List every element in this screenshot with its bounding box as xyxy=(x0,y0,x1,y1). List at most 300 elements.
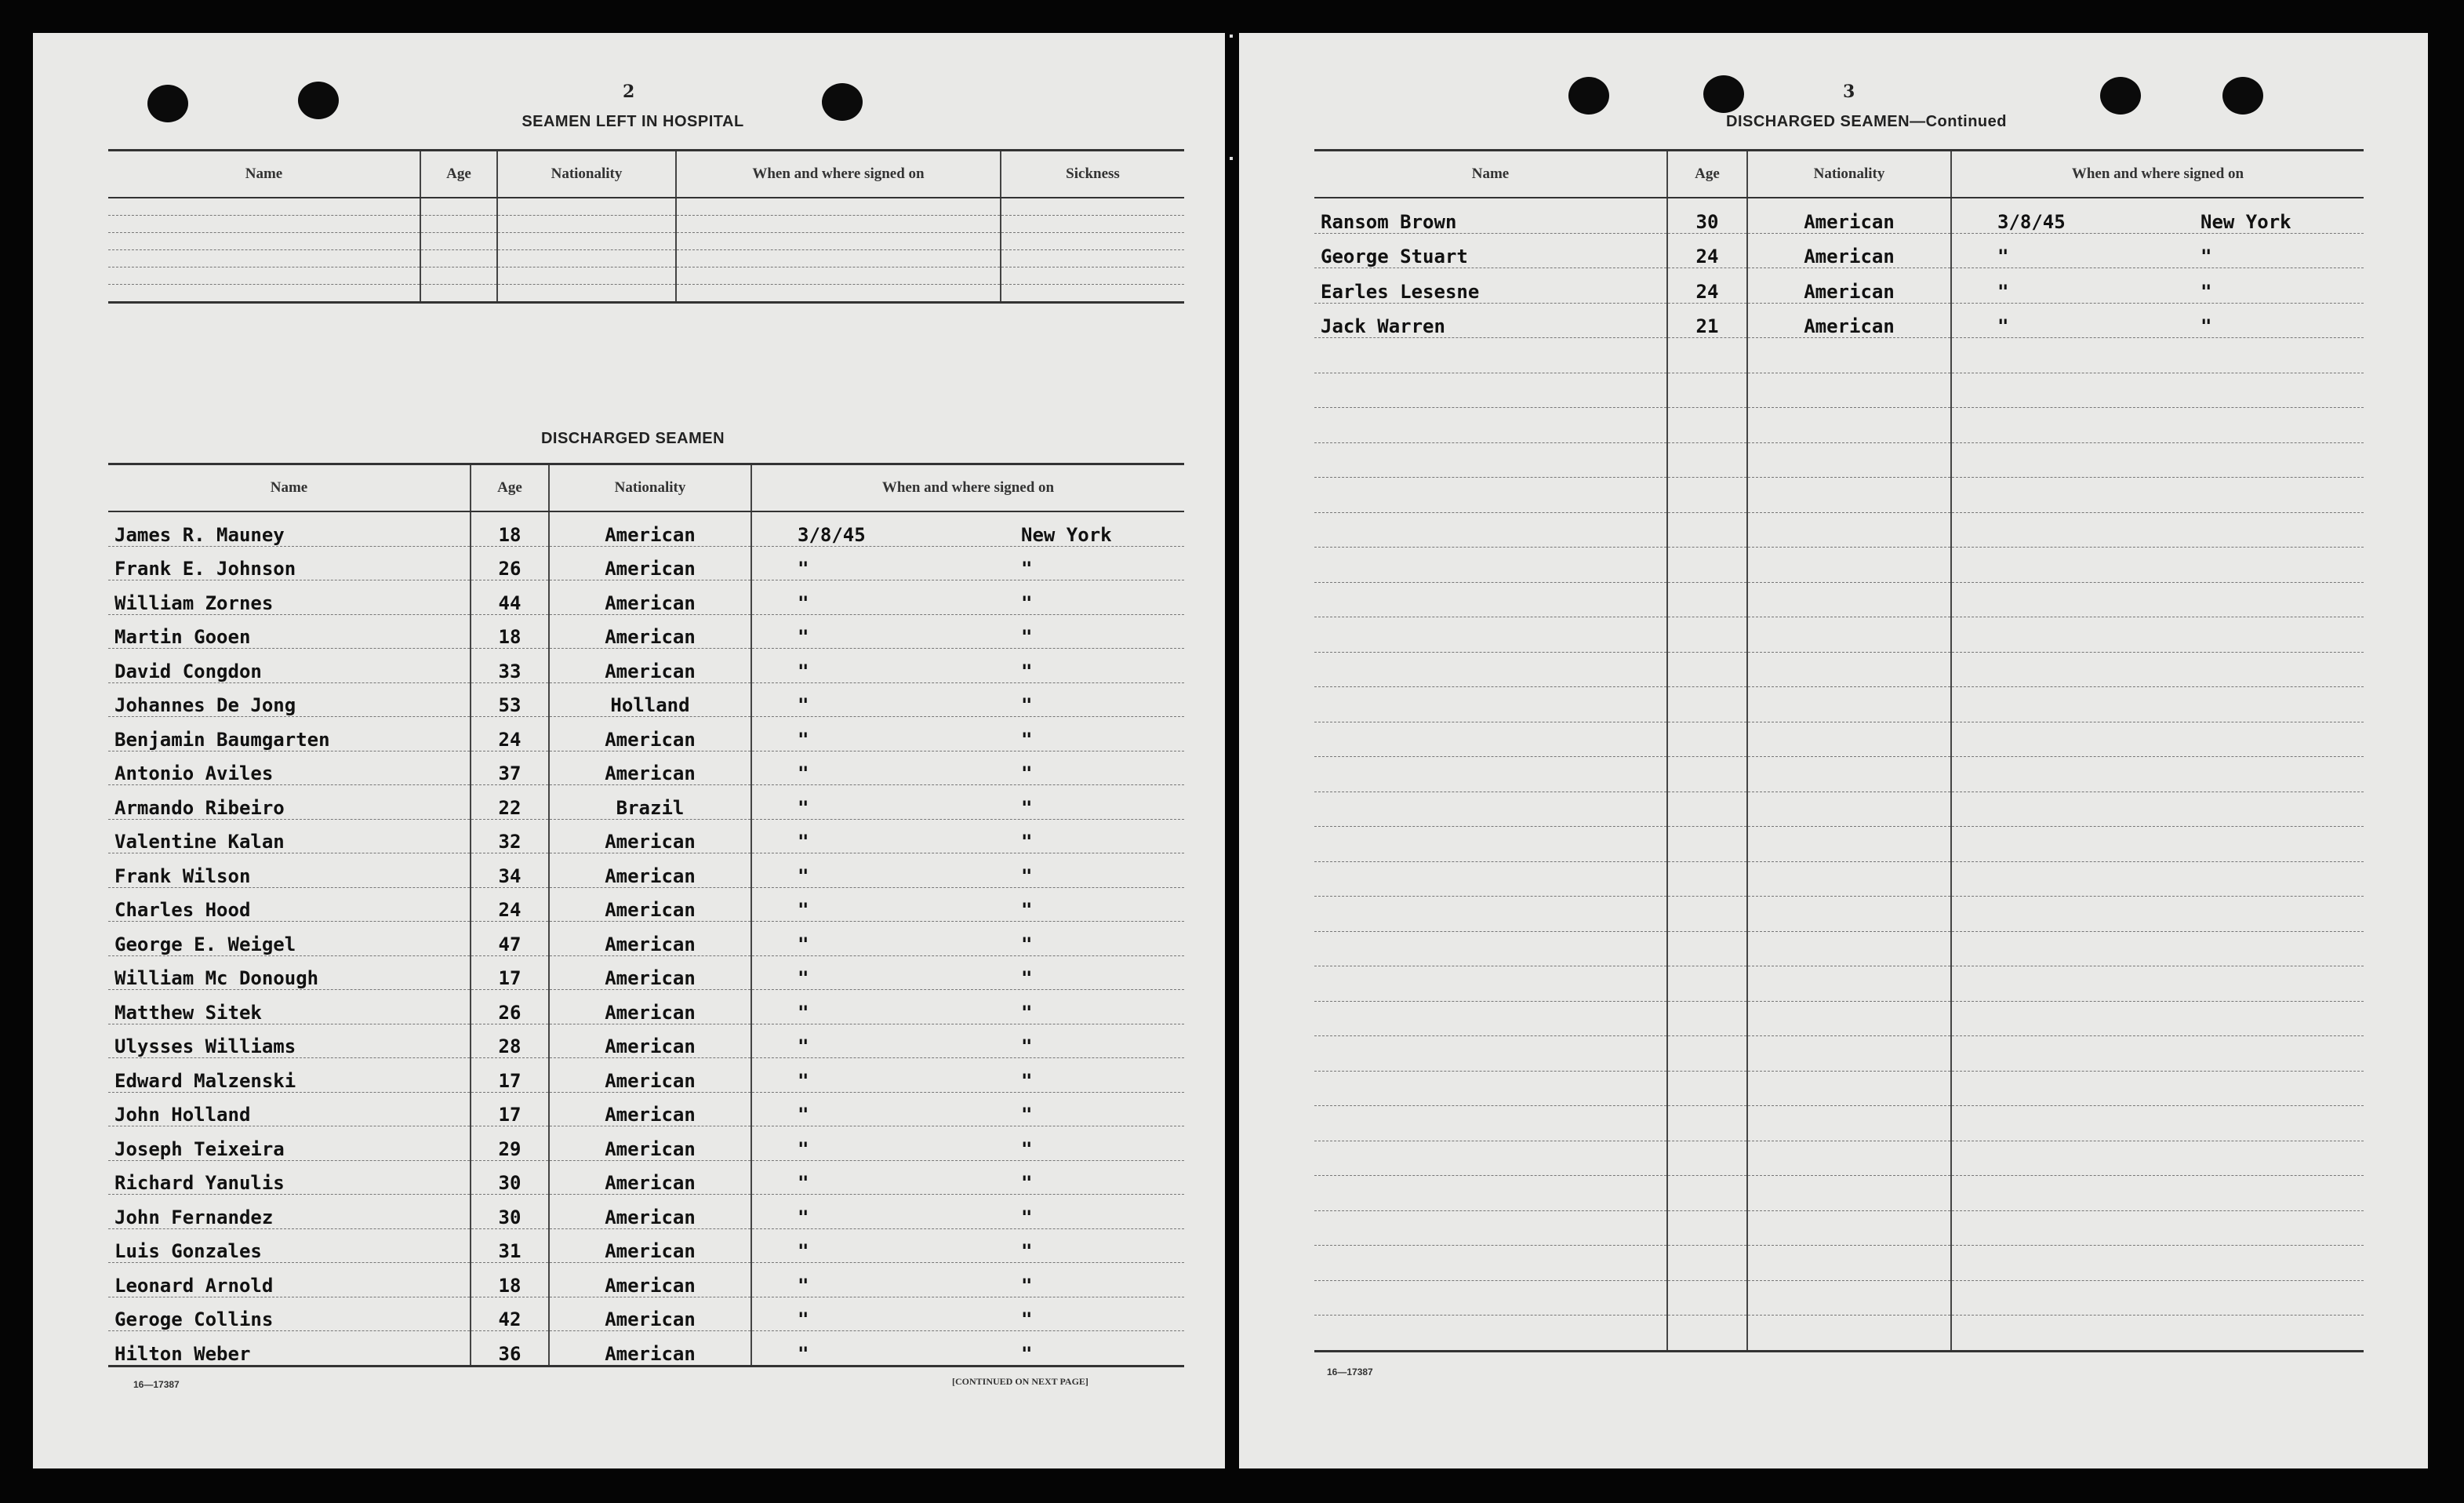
hospital-section-title: SEAMEN LEFT IN HOSPITAL xyxy=(522,113,744,130)
table-row xyxy=(1314,512,2364,548)
empty-cell xyxy=(1951,617,2364,653)
empty-cell xyxy=(1747,582,1951,617)
empty-cell xyxy=(676,250,1001,267)
empty-cell xyxy=(1747,792,1951,827)
signed-on-values xyxy=(758,524,1178,546)
seaman-name: Geroge Collins xyxy=(108,1297,471,1331)
signed-on-cell xyxy=(751,1195,1184,1229)
empty-cell xyxy=(676,216,1001,233)
signed-on-values xyxy=(758,797,1178,819)
seaman-name: Ulysses Williams xyxy=(108,1024,471,1058)
seaman-age: 24 xyxy=(1667,233,1747,268)
empty-cell xyxy=(1667,757,1747,792)
seaman-name: John Fernandez xyxy=(108,1195,471,1229)
empty-cell xyxy=(1314,512,1667,548)
table-row xyxy=(1314,861,2364,897)
punch-hole xyxy=(2222,77,2263,115)
signed-on-date: " xyxy=(798,1342,809,1365)
title-suffix: —Continued xyxy=(1910,113,2007,130)
table-row xyxy=(108,955,1184,990)
empty-cell xyxy=(1667,582,1747,617)
empty-cell xyxy=(1951,1106,2364,1141)
table-row xyxy=(1314,1141,2364,1176)
seaman-name: Martin Gooen xyxy=(108,614,471,649)
signed-on-cell xyxy=(751,1092,1184,1126)
seaman-nationality: American xyxy=(549,955,751,990)
seaman-age: 32 xyxy=(471,819,549,853)
table-row xyxy=(1314,1001,2364,1036)
empty-cell xyxy=(108,198,420,216)
empty-cell xyxy=(1001,267,1184,285)
column-header: When and where signed on xyxy=(676,151,1001,198)
empty-cell xyxy=(1667,1106,1747,1141)
signed-on-cell xyxy=(751,649,1184,683)
empty-cell xyxy=(1951,792,2364,827)
table-row xyxy=(1314,757,2364,792)
signed-on-date: " xyxy=(798,1001,809,1024)
empty-cell xyxy=(1951,408,2364,443)
empty-cell xyxy=(1747,966,1951,1002)
signed-on-date: " xyxy=(798,831,809,853)
seaman-nationality: American xyxy=(549,649,751,683)
empty-cell xyxy=(676,267,1001,285)
seaman-name: William Mc Donough xyxy=(108,955,471,990)
empty-cell xyxy=(1951,931,2364,966)
column-header: When and where signed on xyxy=(751,464,1184,512)
seaman-name: Richard Yanulis xyxy=(108,1160,471,1195)
empty-cell xyxy=(108,267,420,285)
table-row xyxy=(1314,617,2364,653)
signed-on-place: " xyxy=(1021,1137,1033,1160)
empty-cell xyxy=(1001,216,1184,233)
empty-cell xyxy=(1951,373,2364,408)
empty-cell xyxy=(1314,792,1667,827)
seaman-nationality: American xyxy=(549,614,751,649)
empty-cell xyxy=(1667,897,1747,932)
table-row xyxy=(1314,687,2364,722)
table-row xyxy=(108,887,1184,922)
table-row xyxy=(1314,408,2364,443)
discharged-table xyxy=(108,463,1184,1367)
empty-cell xyxy=(1951,687,2364,722)
empty-cell xyxy=(1314,897,1667,932)
empty-cell xyxy=(1667,617,1747,653)
empty-cell xyxy=(1747,512,1951,548)
empty-cell xyxy=(1314,1141,1667,1176)
seaman-name: David Congdon xyxy=(108,649,471,683)
signed-on-values xyxy=(758,1308,1178,1330)
table-row xyxy=(108,1058,1184,1093)
seaman-name: George E. Weigel xyxy=(108,922,471,956)
empty-cell xyxy=(1667,861,1747,897)
seaman-age: 37 xyxy=(471,751,549,785)
signed-on-place: " xyxy=(1021,1240,1033,1262)
column-header: Nationality xyxy=(549,464,751,512)
signed-on-cell xyxy=(1951,198,2364,233)
seaman-age: 17 xyxy=(471,1058,549,1093)
signed-on-date: 3/8/45 xyxy=(1997,210,2066,233)
empty-cell xyxy=(1747,478,1951,513)
signed-on-values xyxy=(758,1070,1178,1092)
page-number: 3 xyxy=(1843,82,1855,102)
column-header: Name xyxy=(1314,151,1667,198)
empty-cell xyxy=(1747,1036,1951,1072)
empty-cell xyxy=(1314,687,1667,722)
seaman-name: James R. Mauney xyxy=(108,511,471,546)
table-row xyxy=(108,922,1184,956)
signed-on-values xyxy=(758,729,1178,751)
continued-note: [CONTINUED ON NEXT PAGE] xyxy=(952,1376,1088,1387)
empty-cell xyxy=(1951,442,2364,478)
table-row xyxy=(108,1195,1184,1229)
column-header: Age xyxy=(1667,151,1747,198)
empty-cell xyxy=(1667,1316,1747,1352)
seaman-name: William Zornes xyxy=(108,580,471,615)
signed-on-date: " xyxy=(798,1274,809,1297)
punch-hole xyxy=(1568,77,1609,115)
column-header: When and where signed on xyxy=(1951,151,2364,198)
signed-on-place: " xyxy=(2201,315,2212,337)
signed-on-place: " xyxy=(1021,796,1033,819)
signed-on-cell xyxy=(751,990,1184,1024)
seaman-nationality: American xyxy=(549,511,751,546)
empty-cell xyxy=(1747,1141,1951,1176)
signed-on-date: " xyxy=(798,728,809,751)
table-row xyxy=(1314,303,2364,338)
signed-on-values xyxy=(758,762,1178,784)
signed-on-values xyxy=(758,967,1178,989)
empty-cell xyxy=(1314,1036,1667,1072)
table-row xyxy=(108,511,1184,546)
empty-cell xyxy=(1747,861,1951,897)
empty-cell xyxy=(1314,722,1667,757)
discharged-section-title: DISCHARGED SEAMEN xyxy=(540,430,725,447)
table-row xyxy=(1314,478,2364,513)
table-row xyxy=(108,267,1184,285)
empty-cell xyxy=(1747,1176,1951,1211)
seaman-name: John Holland xyxy=(108,1092,471,1126)
empty-cell xyxy=(108,233,420,250)
empty-cell xyxy=(1314,478,1667,513)
empty-cell xyxy=(1951,1210,2364,1246)
signed-on-date: 3/8/45 xyxy=(798,523,866,546)
empty-cell xyxy=(1314,1001,1667,1036)
empty-cell xyxy=(1951,1316,2364,1352)
signed-on-place: " xyxy=(1021,1274,1033,1297)
signed-on-values xyxy=(1958,246,2357,267)
column-header: Age xyxy=(471,464,549,512)
signed-on-values xyxy=(758,1035,1178,1057)
empty-cell xyxy=(1951,827,2364,862)
table-row xyxy=(1314,966,2364,1002)
seaman-age: 53 xyxy=(471,682,549,717)
table-row xyxy=(108,216,1184,233)
seaman-age: 28 xyxy=(471,1024,549,1058)
table-row xyxy=(1314,827,2364,862)
seaman-nationality: American xyxy=(1747,303,1951,338)
empty-cell xyxy=(1747,408,1951,443)
signed-on-date: " xyxy=(798,899,809,921)
seaman-age: 30 xyxy=(471,1160,549,1195)
signed-on-cell xyxy=(751,1297,1184,1331)
empty-cell xyxy=(1747,722,1951,757)
empty-cell xyxy=(1667,1280,1747,1316)
signed-on-place: " xyxy=(1021,831,1033,853)
empty-cell xyxy=(108,285,420,303)
signed-on-cell xyxy=(751,1228,1184,1263)
empty-cell xyxy=(1001,285,1184,303)
signed-on-place: New York xyxy=(2201,210,2291,233)
empty-cell xyxy=(1747,931,1951,966)
continued-discharged-table xyxy=(1314,149,2364,1352)
seaman-age: 30 xyxy=(1667,198,1747,233)
empty-cell xyxy=(1951,512,2364,548)
seaman-age: 34 xyxy=(471,853,549,888)
table-row xyxy=(1314,1246,2364,1281)
seaman-nationality: American xyxy=(1747,233,1951,268)
empty-cell xyxy=(1314,582,1667,617)
empty-cell xyxy=(1747,1280,1951,1316)
signed-on-cell xyxy=(751,785,1184,820)
page-number: 2 xyxy=(623,82,635,102)
seaman-name: Antonio Aviles xyxy=(108,751,471,785)
seaman-name: Edward Malzenski xyxy=(108,1058,471,1093)
empty-cell xyxy=(497,233,676,250)
empty-cell xyxy=(1314,548,1667,583)
empty-cell xyxy=(1667,373,1747,408)
seaman-age: 18 xyxy=(471,1263,549,1297)
empty-cell xyxy=(497,250,676,267)
table-row xyxy=(108,1331,1184,1367)
signed-on-date: " xyxy=(798,1240,809,1262)
signed-on-place: " xyxy=(1021,660,1033,682)
empty-cell xyxy=(1667,1210,1747,1246)
signed-on-place: " xyxy=(2201,246,2212,267)
signed-on-values xyxy=(758,1343,1178,1365)
empty-cell xyxy=(1747,1106,1951,1141)
empty-cell xyxy=(1314,373,1667,408)
table-row xyxy=(108,580,1184,615)
empty-cell xyxy=(420,267,497,285)
signed-on-cell xyxy=(751,887,1184,922)
signed-on-values xyxy=(758,899,1178,921)
table-row xyxy=(108,1228,1184,1263)
empty-cell xyxy=(1747,1316,1951,1352)
seaman-name: Frank E. Johnson xyxy=(108,546,471,580)
signed-on-cell xyxy=(1951,233,2364,268)
seaman-nationality: American xyxy=(549,546,751,580)
empty-cell xyxy=(497,198,676,216)
seaman-name: Jack Warren xyxy=(1314,303,1667,338)
form-number: 16—17387 xyxy=(133,1379,180,1390)
signed-on-place: " xyxy=(1021,762,1033,784)
signed-on-place: " xyxy=(1021,1172,1033,1194)
empty-cell xyxy=(1314,861,1667,897)
empty-cell xyxy=(1747,338,1951,373)
empty-cell xyxy=(420,250,497,267)
empty-cell xyxy=(1747,897,1951,932)
signed-on-cell xyxy=(751,682,1184,717)
signed-on-cell xyxy=(751,751,1184,785)
table-row xyxy=(1314,1316,2364,1352)
empty-cell xyxy=(1747,1246,1951,1281)
signed-on-values xyxy=(758,694,1178,716)
empty-cell xyxy=(1667,1071,1747,1106)
empty-cell xyxy=(1667,827,1747,862)
signed-on-cell xyxy=(751,614,1184,649)
table-row xyxy=(108,1092,1184,1126)
seaman-age: 17 xyxy=(471,1092,549,1126)
empty-cell xyxy=(1667,687,1747,722)
signed-on-date: " xyxy=(798,1104,809,1126)
table-row xyxy=(108,285,1184,303)
table-row xyxy=(108,717,1184,752)
empty-cell xyxy=(1951,1176,2364,1211)
signed-on-date: " xyxy=(798,762,809,784)
seaman-nationality: American xyxy=(549,1228,751,1263)
table-row xyxy=(1314,268,2364,304)
seaman-nationality: American xyxy=(549,990,751,1024)
empty-cell xyxy=(1951,861,2364,897)
empty-cell xyxy=(1314,1071,1667,1106)
signed-on-date: " xyxy=(798,864,809,887)
empty-cell xyxy=(497,285,676,303)
empty-cell xyxy=(1747,1001,1951,1036)
signed-on-date: " xyxy=(798,660,809,682)
empty-cell xyxy=(1747,617,1951,653)
empty-cell xyxy=(1951,478,2364,513)
empty-cell xyxy=(108,216,420,233)
signed-on-values xyxy=(758,865,1178,887)
table-row xyxy=(108,785,1184,820)
empty-cell xyxy=(676,285,1001,303)
empty-cell xyxy=(1951,1141,2364,1176)
empty-cell xyxy=(1667,512,1747,548)
empty-cell xyxy=(1747,548,1951,583)
table-row xyxy=(1314,442,2364,478)
punch-hole xyxy=(2100,77,2141,115)
punch-hole xyxy=(1703,75,1744,113)
signed-on-values xyxy=(758,1275,1178,1297)
signed-on-values xyxy=(758,592,1178,614)
signed-on-place: " xyxy=(1021,1035,1033,1057)
empty-cell xyxy=(1667,548,1747,583)
empty-cell xyxy=(1667,1036,1747,1072)
table-row xyxy=(108,250,1184,267)
column-header: Name xyxy=(108,464,471,512)
column-header: Nationality xyxy=(1747,151,1951,198)
seaman-name: George Stuart xyxy=(1314,233,1667,268)
title-main: DISCHARGED SEAMEN xyxy=(1726,113,1910,130)
table-row xyxy=(1314,338,2364,373)
empty-cell xyxy=(1667,966,1747,1002)
table-row xyxy=(108,198,1184,216)
signed-on-place: " xyxy=(1021,967,1033,989)
seaman-age: 24 xyxy=(471,717,549,752)
table-row xyxy=(1314,233,2364,268)
signed-on-cell xyxy=(751,1126,1184,1161)
table-row xyxy=(108,1160,1184,1195)
seaman-age: 18 xyxy=(471,614,549,649)
seaman-name: Hilton Weber xyxy=(108,1331,471,1367)
table-row xyxy=(108,649,1184,683)
signed-on-place: " xyxy=(1021,1342,1033,1365)
empty-cell xyxy=(1951,897,2364,932)
empty-cell xyxy=(1314,966,1667,1002)
table-row xyxy=(108,1297,1184,1331)
empty-cell xyxy=(1314,1316,1667,1352)
empty-cell xyxy=(1747,1071,1951,1106)
signed-on-cell xyxy=(751,1263,1184,1297)
seaman-age: 22 xyxy=(471,785,549,820)
seaman-name: Armando Ribeiro xyxy=(108,785,471,820)
table-row xyxy=(1314,1176,2364,1211)
empty-cell xyxy=(1747,687,1951,722)
empty-cell xyxy=(1314,827,1667,862)
table-row xyxy=(108,546,1184,580)
signed-on-date: " xyxy=(1997,280,2009,303)
form-number: 16—17387 xyxy=(1327,1367,1373,1377)
signed-on-cell xyxy=(751,546,1184,580)
empty-cell xyxy=(676,198,1001,216)
table-row xyxy=(108,1263,1184,1297)
empty-cell xyxy=(1747,652,1951,687)
empty-cell xyxy=(1314,338,1667,373)
seaman-age: 17 xyxy=(471,955,549,990)
signed-on-date: " xyxy=(798,558,809,580)
table-row xyxy=(1314,722,2364,757)
empty-cell xyxy=(1667,722,1747,757)
seaman-age: 24 xyxy=(471,887,549,922)
empty-cell xyxy=(1951,652,2364,687)
empty-cell xyxy=(1314,1106,1667,1141)
signed-on-place: " xyxy=(1021,1069,1033,1092)
signed-on-place: " xyxy=(1021,933,1033,955)
empty-cell xyxy=(1314,652,1667,687)
empty-cell xyxy=(1667,1001,1747,1036)
signed-on-date: " xyxy=(798,1035,809,1057)
empty-cell xyxy=(1951,1001,2364,1036)
empty-cell xyxy=(1314,408,1667,443)
empty-cell xyxy=(1667,1176,1747,1211)
punch-hole xyxy=(822,83,863,121)
signed-on-values xyxy=(1958,211,2357,233)
table-row xyxy=(108,990,1184,1024)
table-row xyxy=(108,1024,1184,1058)
empty-cell xyxy=(1667,1141,1747,1176)
empty-cell xyxy=(1747,442,1951,478)
signed-on-place: " xyxy=(1021,694,1033,716)
signed-on-place: " xyxy=(1021,626,1033,648)
empty-cell xyxy=(1314,1280,1667,1316)
table-row xyxy=(108,614,1184,649)
empty-cell xyxy=(1951,757,2364,792)
empty-cell xyxy=(1951,966,2364,1002)
signed-on-place: " xyxy=(1021,1104,1033,1126)
seaman-name: Matthew Sitek xyxy=(108,990,471,1024)
signed-on-cell xyxy=(751,717,1184,752)
signed-on-date: " xyxy=(798,694,809,716)
signed-on-place: " xyxy=(1021,864,1033,887)
empty-cell xyxy=(1314,931,1667,966)
seaman-nationality: American xyxy=(1747,268,1951,304)
empty-cell xyxy=(497,267,676,285)
signed-on-values xyxy=(758,1206,1178,1228)
empty-cell xyxy=(1314,1210,1667,1246)
signed-on-place: " xyxy=(1021,1308,1033,1330)
table-row xyxy=(1314,792,2364,827)
empty-cell xyxy=(1747,373,1951,408)
